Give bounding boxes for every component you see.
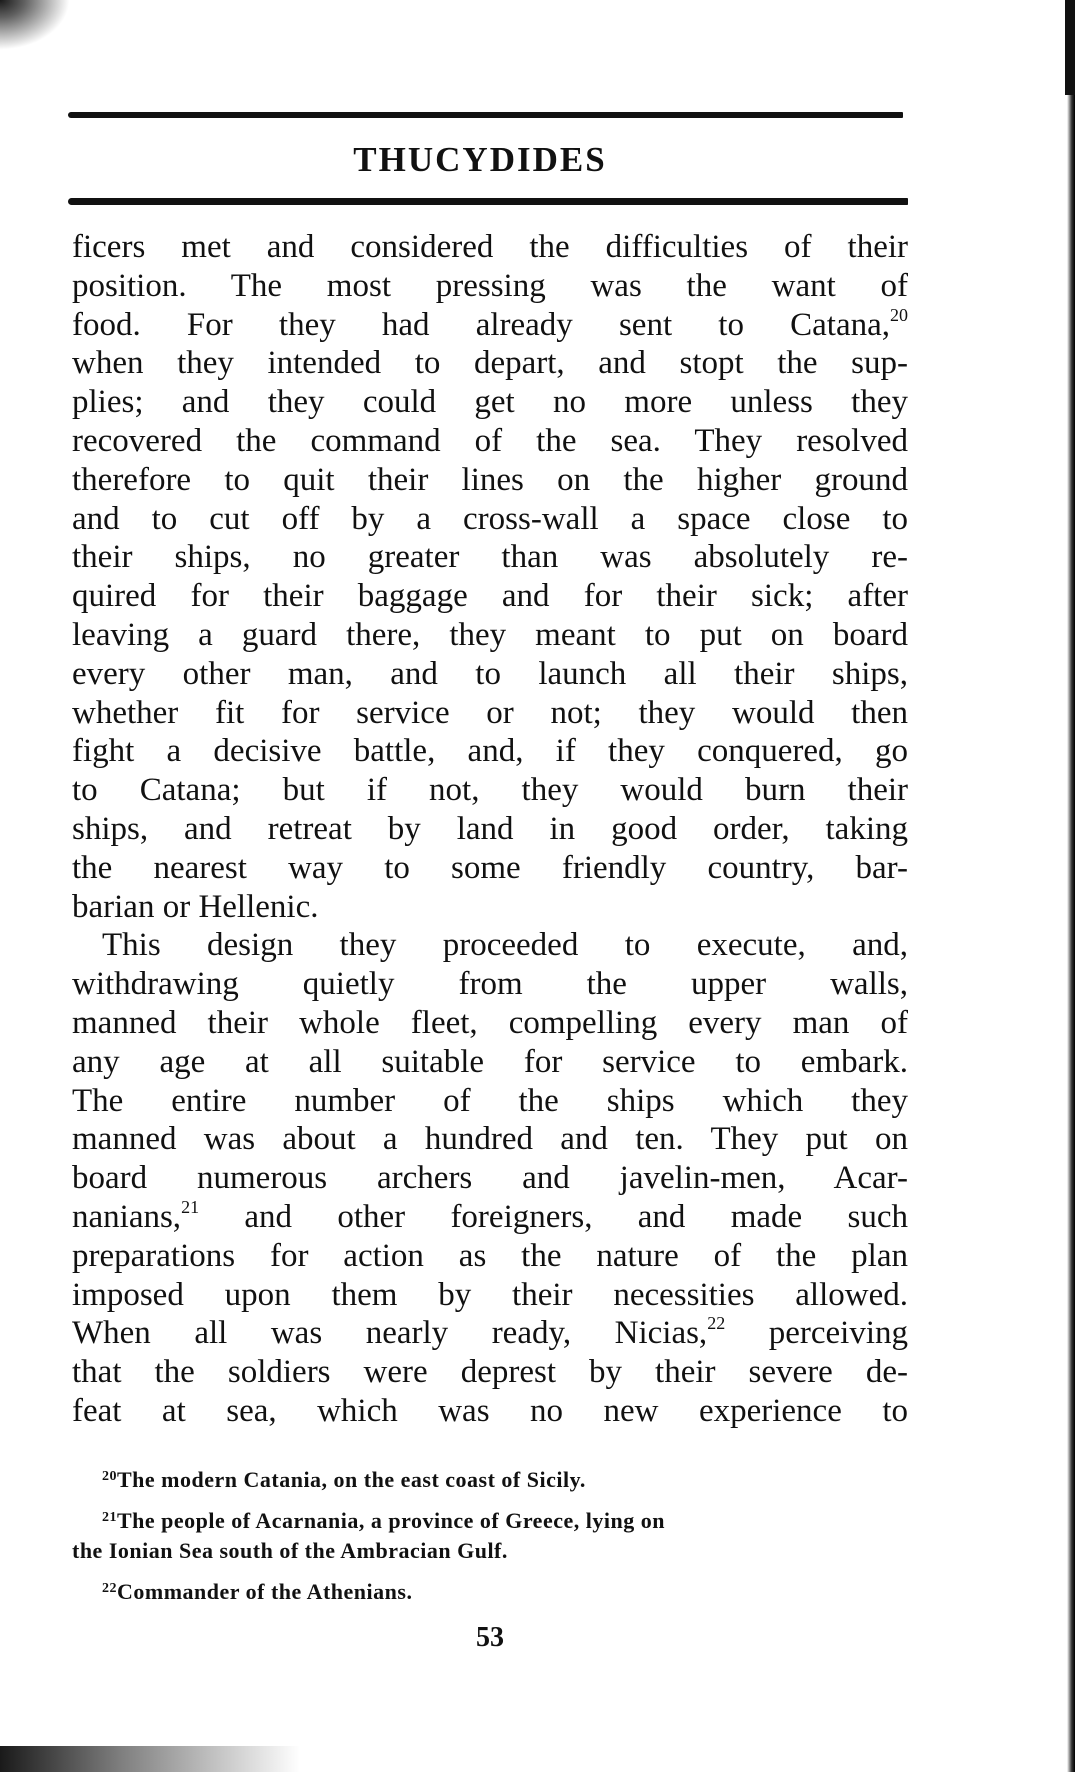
text-line: barian or Hellenic.	[72, 888, 319, 925]
text-line: withdrawing quietly from the upper walls,	[72, 966, 908, 1003]
text-line: preparations for action as the nature of the plan	[72, 1237, 908, 1274]
text-line: manned was about a hundred and ten. They put on	[72, 1121, 908, 1158]
text-line: feat at sea, which was no new experience to	[72, 1392, 908, 1429]
text-line: manned their whole fleet, compelling every man of	[72, 1004, 908, 1041]
scan-right-edge	[1067, 0, 1075, 1772]
text-line: The entire number of the ships which they	[72, 1082, 908, 1119]
text-line	[72, 1314, 908, 1353]
footnote-21-continued: the Ionian Sea south of the Ambracian Gulf.	[72, 1538, 508, 1563]
scan-right-edge-top	[1065, 0, 1075, 95]
text-line: their ships, no greater than was absolutely re-	[72, 539, 908, 576]
footnote-number: 20	[102, 1469, 117, 1484]
text-line: board numerous archers and javelin-men, Acar-	[72, 1160, 908, 1197]
scan-corner-smudge	[0, 0, 70, 50]
header-rule-top	[68, 112, 903, 118]
text-fragment: perceiving	[768, 1315, 909, 1352]
header-rule-bottom	[68, 198, 908, 205]
text-line: imposed upon them by their necessities allowed.	[72, 1276, 908, 1313]
text-line: ships, and retreat by land in good order, taking	[72, 810, 908, 847]
note-reference-22: 22	[707, 1313, 726, 1334]
text-line: leaving a guard there, they meant to put on board	[72, 616, 908, 653]
text-line: therefore to quit their lines on the higher ground	[72, 461, 908, 498]
text-line: quired for their baggage and for their sick; after	[72, 578, 908, 615]
text-line: This design they proceeded to execute, and,	[102, 927, 908, 964]
text-line: ficers met and considered the difficulties of their	[72, 229, 908, 265]
footnote-text: Commander of the Athenians.	[117, 1579, 413, 1604]
text-line: whether fit for service or not; they would then	[72, 694, 908, 731]
footnote-22	[72, 1574, 908, 1607]
text-line	[72, 306, 908, 345]
text-line: and to cut off by a cross-wall a space close to	[72, 500, 908, 537]
body-text	[72, 228, 908, 1431]
text-line: fight a decisive battle, and, if they conquered, go	[72, 733, 908, 770]
footnote-number: 21	[102, 1510, 117, 1525]
text-line: any age at all suitable for service to embark.	[72, 1043, 908, 1080]
text-line	[72, 1198, 908, 1237]
text-fragment: nanians,	[72, 1198, 182, 1235]
text-line: every other man, and to launch all their ships,	[72, 655, 908, 692]
page-number: 53	[476, 1622, 504, 1653]
text-line: plies; and they could get no more unless they	[72, 384, 908, 421]
footnotes	[72, 1462, 908, 1607]
text-line: to Catana; but if not, they would burn their	[72, 772, 908, 809]
text-line: when they intended to depart, and stopt the sup-	[72, 345, 908, 382]
footnote-21	[72, 1503, 908, 1536]
note-reference-20: 20	[890, 304, 908, 325]
text-line: the nearest way to some friendly country, bar-	[72, 849, 908, 886]
text-line: recovered the command of the sea. They resolved	[72, 422, 908, 459]
text-fragment: When all was nearly ready, Nicias,	[72, 1315, 708, 1352]
scan-bottom-smudge	[0, 1746, 300, 1772]
footnote-number: 22	[102, 1581, 117, 1596]
footnote-20	[72, 1462, 908, 1495]
text-fragment: and other foreigners, and made such	[244, 1198, 908, 1235]
footnote-text: The modern Catania, on the east coast of Sicily.	[117, 1467, 586, 1492]
text-line: that the soldiers were deprest by their severe de-	[72, 1354, 908, 1391]
running-head: THUCYDIDES	[353, 140, 607, 179]
text-line: position. The most pressing was the want of	[72, 267, 908, 304]
note-reference-21: 21	[181, 1196, 200, 1217]
text-fragment: food. For they had already sent to Catana,	[72, 306, 890, 343]
footnote-text: The people of Acarnania, a province of Greece, lying on	[117, 1508, 665, 1533]
